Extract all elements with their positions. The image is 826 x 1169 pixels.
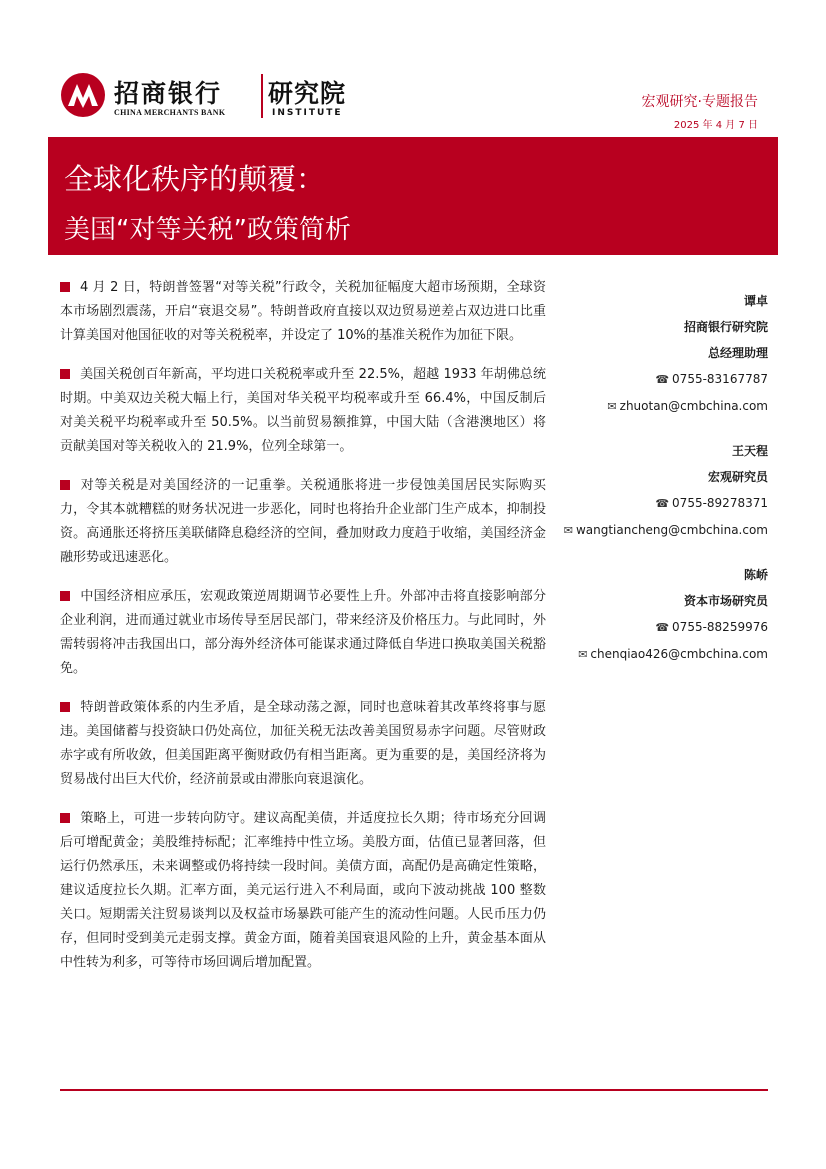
summary-section [60, 276, 546, 990]
footer-divider [60, 1089, 768, 1091]
author-email[interactable] [508, 393, 768, 420]
author-email[interactable] [508, 517, 768, 544]
summary-text: 4 月 2 日，特朗普签署“对等关税”行政令，关税加征幅度大超市场预期，全球资本市场剧烈震荡，开启“衰退交易”。特朗普政府直接以双边贸易逆差占双边进口比重计算美国对他国征收的对等关税税率，并设定了 10%的基准关税作为加征下限。 [60, 280, 546, 343]
report-subtitle: 美国“对等关税”政策简析 [64, 215, 351, 245]
bullet-square-icon [60, 369, 70, 379]
author-email-address[interactable]: chenqiao426@cmbchina.com [590, 647, 768, 661]
author-name: 谭卓 [743, 294, 768, 308]
author-phone-number: 0755-83167787 [672, 372, 768, 386]
author-title: 总经理助理 [707, 346, 768, 360]
author-title: 宏观研究员 [707, 470, 768, 484]
summary-paragraph [60, 276, 546, 348]
phone-icon: ☎ [655, 373, 670, 386]
summary-paragraph [60, 363, 546, 459]
author-title: 资本市场研究员 [683, 594, 768, 608]
summary-text: 对等关税是对美国经济的一记重拳。关税通胀将进一步侵蚀美国居民实际购买力，令其本就糟糕的财务状况进一步恶化，同时也将抬升企业部门生产成本，抑制投资。高通胀还将挤压美联储降息稳经济的空间，叠加财政力度趋于收缩，美国经济金融形势或迅速恶化。 [60, 478, 546, 565]
report-date: 2025 年 4 月 7 日 [673, 120, 758, 131]
logo-name-cn: 招商银行 [114, 79, 223, 108]
author-phone [508, 366, 768, 393]
author-phone-number: 0755-89278371 [672, 496, 768, 510]
summary-paragraph [60, 696, 546, 792]
summary-text: 特朗普政策体系的内生矛盾，是全球动荡之源，同时也意味着其改革终将事与愿违。美国储蓄与投资缺口仍处高位，加征关税无法改善美国贸易赤字问题。尽管财政赤字或有所收敛，但美国距离平衡财政仍有相当距离。更为重要的是，美国经济将为贸易战付出巨大代价，经济前景或由滞胀向衰退演化。 [60, 700, 546, 787]
summary-paragraph [60, 807, 546, 975]
author-email-address[interactable]: zhuotan@cmbchina.com [619, 399, 768, 413]
phone-icon: ☎ [655, 621, 670, 634]
summary-paragraph [60, 474, 546, 570]
summary-text: 策略上，可进一步转向防守。建议高配美债，并适度拉长久期；待市场充分回调后可增配黄金；美股维持标配；汇率维持中性立场。美股方面，估值已显著回落，但运行仍然承压，未来调整或仍将持续一段时间。美债方面，高配仍是高确定性策略，建议适度拉长久期。汇率方面，美元运行进入不利局面，或向下波动挑战 100 整数关口。短期需关注贸易谈判以及权益市场暴跌可能产生的流动性问题。人民币压力仍存，但同时受到美元走弱支撑。黄金方面，随着美国衰退风险的上升，黄金基本面从中性转为利多，可等待市场回调后增加配置。 [60, 811, 546, 970]
author-affiliation: 招商银行研究院 [683, 320, 768, 334]
summary-text: 中国经济相应承压，宏观政策逆周期调节必要性上升。外部冲击将直接影响部分企业利润，进而通过就业市场传导至居民部门，带来经济及价格压力。与此同时，外需转弱将冲击我国出口，部分海外经济体可能谋求通过降低自华进口换取美国关税豁免。 [60, 589, 546, 676]
title-banner [48, 137, 778, 255]
author-sidebar [508, 288, 768, 686]
email-icon: ✉ [578, 648, 588, 661]
report-title: 全球化秩序的颠覆： [64, 162, 326, 196]
email-icon: ✉ [563, 524, 573, 537]
author-name: 王天程 [731, 444, 768, 458]
email-icon: ✉ [607, 400, 617, 413]
summary-text: 美国关税创百年新高，平均进口关税税率或升至 22.5%，超越 1933 年胡佛总统时期。中美双边关税大幅上行，美国对华关税平均税率或升至 66.4%，中国反制后对美关税平均税率或升至 50.5%。以当前贸易额推算，中国大陆（含港澳地区）将贡献美国对等关税收入的 21.9%，位列全球第一。 [60, 367, 546, 454]
bullet-square-icon [60, 813, 70, 823]
summary-paragraph [60, 585, 546, 681]
institute-name-cn: 研究院 [268, 79, 347, 108]
bullet-square-icon [60, 282, 70, 292]
author-phone [508, 614, 768, 641]
institute-name-en: INSTITUTE [272, 108, 343, 118]
author-email-address[interactable]: wangtiancheng@cmbchina.com [575, 523, 768, 537]
logo-name-en: CHINA MERCHANTS BANK [114, 108, 226, 117]
bullet-square-icon [60, 480, 70, 490]
author-phone-number: 0755-88259976 [672, 620, 768, 634]
logo-divider [261, 74, 263, 118]
author-card [508, 562, 768, 668]
report-type: 宏观研究·专题报告 [641, 94, 758, 110]
author-card [508, 288, 768, 420]
cmb-logo-icon [60, 72, 106, 118]
author-name: 陈峤 [743, 568, 768, 582]
bullet-square-icon [60, 591, 70, 601]
author-phone [508, 490, 768, 517]
author-card [508, 438, 768, 544]
author-email[interactable] [508, 641, 768, 668]
phone-icon: ☎ [655, 497, 670, 510]
bullet-square-icon [60, 702, 70, 712]
